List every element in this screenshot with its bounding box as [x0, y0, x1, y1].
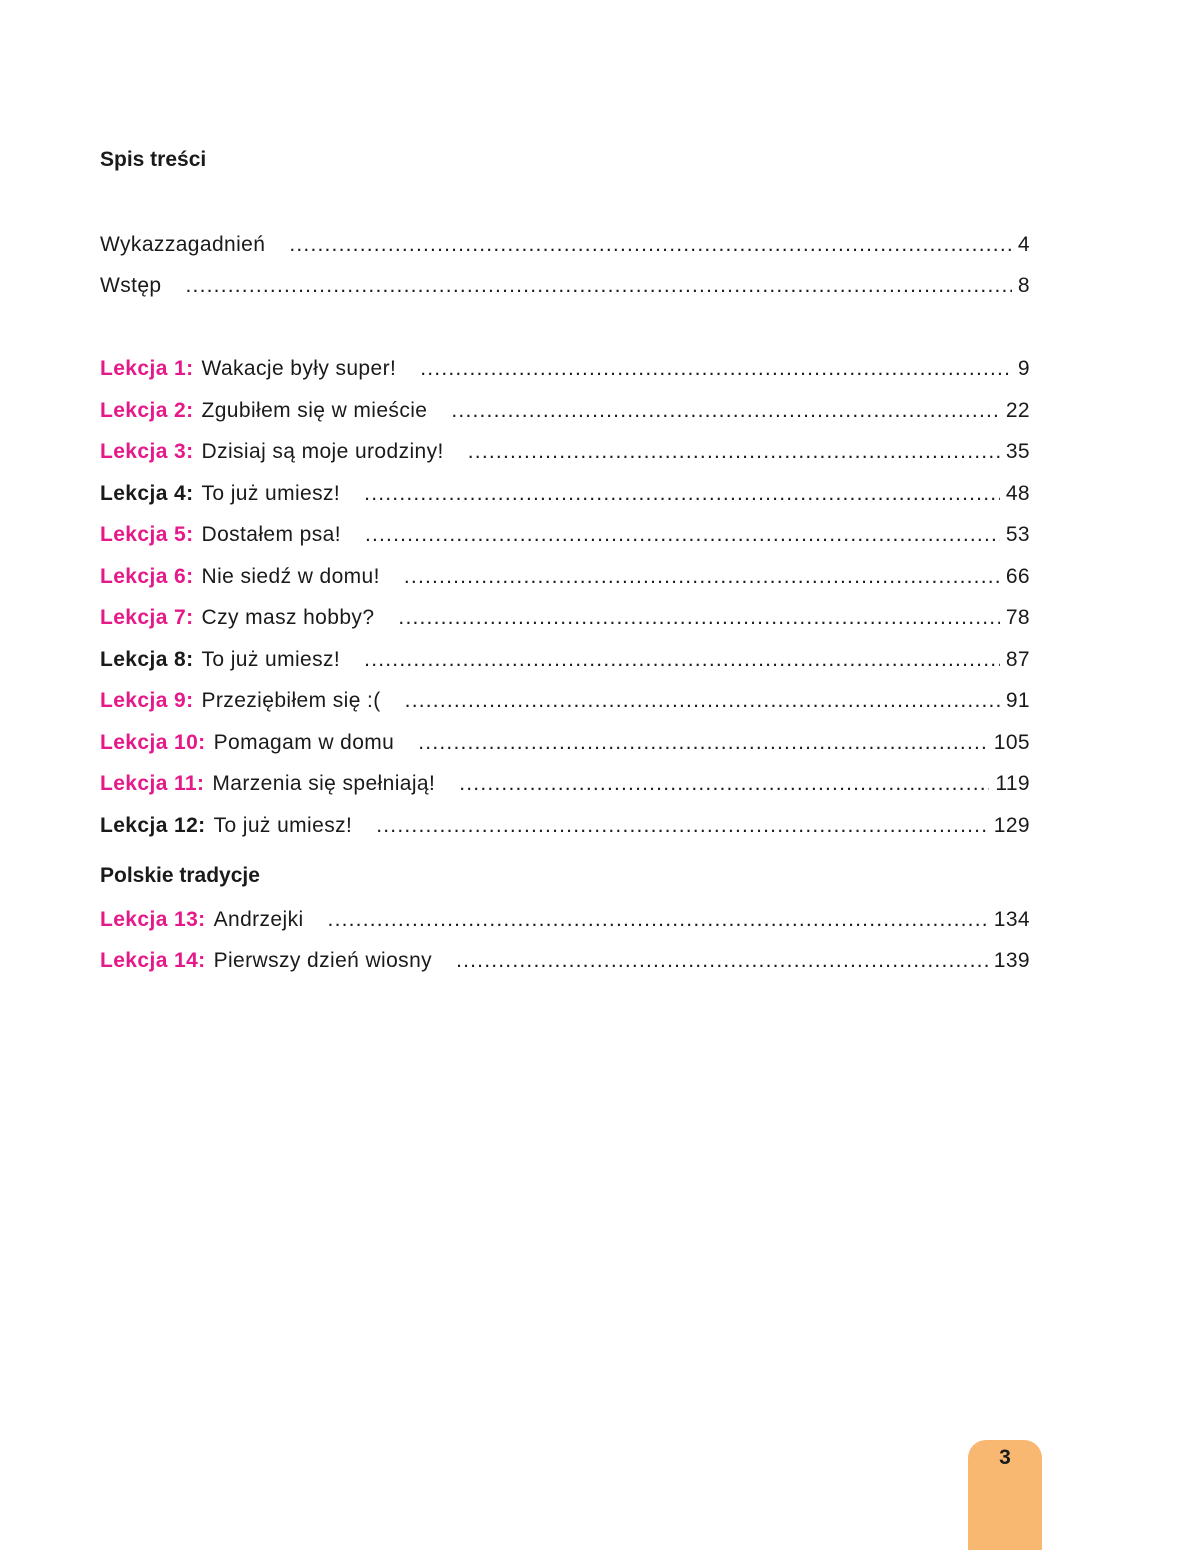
- lesson-label: Lekcja 8:: [100, 648, 194, 671]
- entry-title: Wykazzagadnień: [100, 233, 266, 256]
- entry-title: To już umiesz!: [201, 482, 341, 505]
- lesson-label: Lekcja 5:: [100, 523, 194, 546]
- entry-page-number: 53: [1005, 523, 1030, 546]
- entry-page-number: 4: [1017, 233, 1030, 256]
- dot-leader: [364, 644, 1000, 676]
- entry-page-number: 48: [1005, 482, 1030, 505]
- lesson-label: Lekcja 4:: [100, 482, 194, 505]
- dot-leader: [405, 685, 1000, 717]
- entry-title: To już umiesz!: [201, 648, 341, 671]
- entry-title: Marzenia się spełniają!: [212, 772, 436, 795]
- toc-entry-lesson-12[interactable]: [100, 810, 1030, 842]
- entry-title: Pierwszy dzień wiosny: [213, 949, 433, 972]
- entry-title: Czy masz hobby?: [201, 606, 375, 629]
- entry-page-number: 35: [1005, 440, 1030, 463]
- lesson-label: Lekcja 7:: [100, 606, 194, 629]
- entry-title: Wakacje były super!: [201, 357, 397, 380]
- entry-title: Dzisiaj są moje urodziny!: [201, 440, 444, 463]
- entry-title: Przeziębiłem się :(: [201, 689, 381, 712]
- dot-leader: [365, 519, 1000, 551]
- lesson-label: Lekcja 2:: [100, 399, 194, 422]
- entry-page-number: 105: [993, 731, 1030, 754]
- entry-title: Pomagam w domu: [213, 731, 395, 754]
- toc-entry-lesson-6[interactable]: [100, 561, 1030, 593]
- lesson-label: Lekcja 11:: [100, 772, 205, 795]
- lesson-label: Lekcja 13:: [100, 908, 206, 931]
- dot-leader: [418, 727, 987, 759]
- entry-page-number: 134: [993, 908, 1030, 931]
- toc-entry-lesson-2[interactable]: [100, 395, 1030, 427]
- dot-leader: [186, 270, 1012, 302]
- entry-page-number: 66: [1005, 565, 1030, 588]
- dot-leader: [404, 561, 1000, 593]
- toc-entry-lesson-14[interactable]: [100, 945, 1030, 977]
- entry-title: Nie siedź w domu!: [201, 565, 380, 588]
- dot-leader: [468, 436, 1000, 468]
- dot-leader: [420, 353, 1012, 385]
- dot-leader: [459, 768, 989, 800]
- page-number: 3: [999, 1446, 1011, 1469]
- page-title: Spis treści: [100, 148, 207, 171]
- entry-title: Andrzejki: [213, 908, 304, 931]
- lesson-label: Lekcja 3:: [100, 440, 194, 463]
- entry-title: Zgubiłem się w mieście: [201, 399, 428, 422]
- dot-leader: [398, 602, 999, 634]
- dot-leader: [364, 478, 1000, 510]
- page-number-tab: [968, 1440, 1042, 1550]
- toc-entry-lesson-11[interactable]: [100, 768, 1030, 800]
- toc-entry-lesson-13[interactable]: [100, 904, 1030, 936]
- dot-leader: [376, 810, 988, 842]
- entry-title: Wstęp: [100, 274, 162, 297]
- toc-entry-lesson-9[interactable]: [100, 685, 1030, 717]
- entry-title: To już umiesz!: [213, 814, 353, 837]
- toc-entry-front-0[interactable]: [100, 229, 1030, 261]
- entry-title: Dostałem psa!: [201, 523, 341, 546]
- lesson-label: Lekcja 12:: [100, 814, 206, 837]
- section-heading-traditions: Polskie tradycje: [100, 864, 260, 887]
- entry-page-number: 91: [1005, 689, 1030, 712]
- dot-leader: [289, 229, 1012, 261]
- lesson-label: Lekcja 6:: [100, 565, 194, 588]
- toc-entry-lesson-8[interactable]: [100, 644, 1030, 676]
- dot-leader: [456, 945, 988, 977]
- lesson-label: Lekcja 10:: [100, 731, 206, 754]
- lesson-label: Lekcja 1:: [100, 357, 194, 380]
- entry-page-number: 139: [993, 949, 1030, 972]
- toc-entry-lesson-7[interactable]: [100, 602, 1030, 634]
- entry-page-number: 22: [1005, 399, 1030, 422]
- lesson-label: Lekcja 9:: [100, 689, 194, 712]
- entry-page-number: 87: [1005, 648, 1030, 671]
- toc-entry-lesson-4[interactable]: [100, 478, 1030, 510]
- entry-page-number: 9: [1017, 357, 1030, 380]
- entry-page-number: 119: [995, 772, 1030, 795]
- toc-entry-lesson-3[interactable]: [100, 436, 1030, 468]
- lesson-label: Lekcja 14:: [100, 949, 206, 972]
- entry-page-number: 8: [1017, 274, 1030, 297]
- toc-entry-front-1[interactable]: [100, 270, 1030, 302]
- toc-entry-lesson-1[interactable]: [100, 353, 1030, 385]
- toc-entry-lesson-10[interactable]: [100, 727, 1030, 759]
- dot-leader: [451, 395, 999, 427]
- entry-page-number: 78: [1005, 606, 1030, 629]
- toc-entry-lesson-5[interactable]: [100, 519, 1030, 551]
- dot-leader: [328, 904, 988, 936]
- entry-page-number: 129: [993, 814, 1030, 837]
